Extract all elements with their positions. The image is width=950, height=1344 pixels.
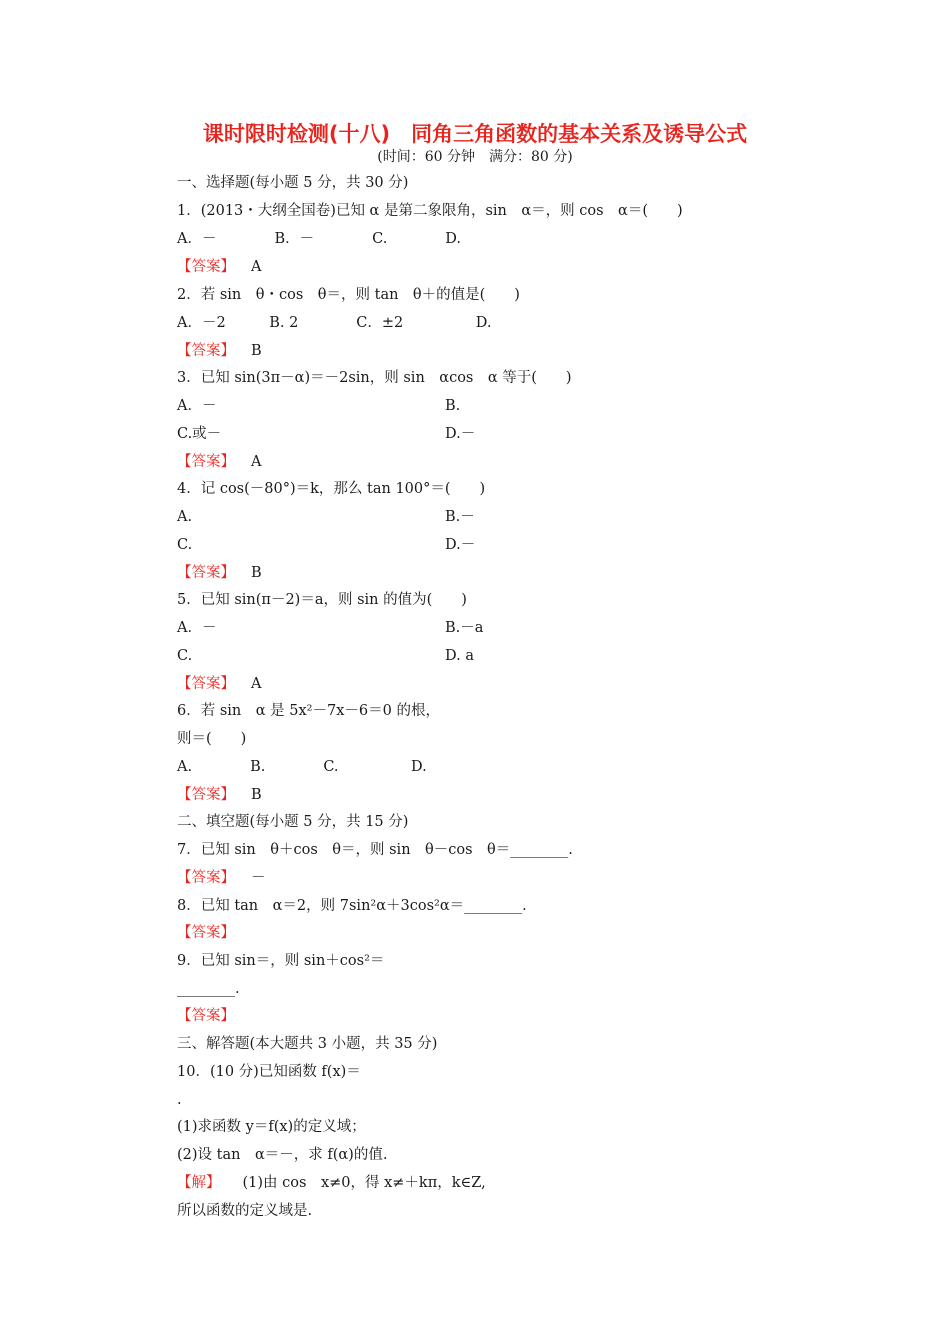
answer-tag: 【答案】 — [177, 259, 235, 275]
question-5-option-c: C. — [177, 648, 193, 664]
solution-tag: 【解】 — [177, 1175, 221, 1191]
question-6-answer — [177, 784, 262, 806]
section-heading-fill: 二、填空题(每小题 5 分，共 15 分) — [177, 814, 409, 830]
question-6-stem-continued: 则＝( ) — [177, 731, 247, 747]
question-5-stem: 5．已知 sin(π－2)＝a，则 sin 的值为( ) — [177, 592, 467, 608]
question-10-part-1: (1)求函数 y＝f(x)的定义域； — [177, 1119, 366, 1135]
question-4-option-c: C. — [177, 537, 193, 553]
question-2-options: A．－2 B. 2 C．±2 D. — [177, 315, 492, 331]
question-3-option-d: D.－ — [445, 426, 476, 442]
question-8-answer — [177, 922, 235, 944]
question-10-stem: 10．(10 分)已知函数 f(x)＝ — [177, 1064, 361, 1080]
page-subtitle: (时间：60 分钟 满分：80 分) — [377, 149, 573, 165]
section-heading-choice: 一、选择题(每小题 5 分，共 30 分) — [177, 175, 409, 191]
question-4-option-a: A. — [177, 509, 193, 525]
question-2-stem: 2．若 sin θ・cos θ＝，则 tan θ＋的值是( ) — [177, 287, 520, 303]
answer-value: B — [251, 565, 262, 581]
section-heading-solve: 三、解答题(本大题共 3 小题，共 35 分) — [177, 1036, 438, 1052]
question-7-stem: 7．已知 sin θ＋cos θ＝，则 sin θ－cos θ＝________. — [177, 842, 573, 858]
question-4-stem: 4．记 cos(－80°)＝k，那么 tan 100°＝( ) — [177, 481, 486, 497]
question-8-stem: 8．已知 tan α＝2，则 7sin²α＋3cos²α＝________. — [177, 898, 527, 914]
question-3-option-c: C.或－ — [177, 426, 222, 442]
question-3-stem: 3．已知 sin(3π－α)＝－2sin，则 sin αcos α 等于( ) — [177, 370, 572, 386]
answer-value: B — [251, 787, 262, 803]
answer-value: A — [251, 676, 262, 692]
page-title: 课时限时检测(十八) 同角三角函数的基本关系及诱导公式 — [202, 122, 748, 146]
question-10-part-2: (2)设 tan α＝－，求 f(α)的值. — [177, 1147, 388, 1163]
answer-value: A — [251, 259, 262, 275]
answer-tag: 【答案】 — [177, 1008, 235, 1024]
question-2-answer — [177, 340, 262, 362]
question-1-options: A．－ B．－ C. D. — [177, 231, 462, 247]
question-3-option-a: A．－ — [177, 398, 217, 414]
answer-tag: 【答案】 — [177, 787, 235, 803]
question-4-option-d: D.－ — [445, 537, 476, 553]
question-7-answer — [177, 867, 266, 889]
question-5-answer — [177, 673, 261, 695]
question-6-stem: 6．若 sin α 是 5x²－7x－6＝0 的根， — [177, 703, 440, 719]
question-5-option-d: D. a — [445, 648, 474, 664]
answer-value: B — [251, 343, 262, 359]
question-1-answer — [177, 256, 261, 278]
answer-value: A — [251, 454, 262, 470]
answer-tag: 【答案】 — [177, 454, 235, 470]
question-5-option-b: B.－a — [445, 620, 484, 636]
question-9-stem: 9．已知 sin＝，则 sin＋cos²＝ — [177, 953, 385, 969]
question-1-stem: 1．(2013・大纲全国卷)已知 α 是第二象限角，sin α＝，则 cos α＝( ) — [177, 203, 683, 219]
question-10-formula-end: . — [177, 1092, 182, 1108]
question-3-answer — [177, 451, 261, 473]
solution-line-2: 所以函数的定义域是. — [177, 1203, 313, 1219]
answer-tag: 【答案】 — [177, 676, 235, 692]
question-9-answer — [177, 1005, 235, 1027]
question-9-blank: ________. — [177, 981, 240, 997]
question-10-solution — [177, 1172, 486, 1194]
question-5-option-a: A．－ — [177, 620, 217, 636]
question-3-option-b: B. — [445, 398, 461, 414]
answer-tag: 【答案】 — [177, 343, 235, 359]
question-6-options: A. B. C. D. — [177, 759, 427, 775]
answer-value: － — [251, 870, 266, 886]
solution-line-1: (1)由 cos x≠0，得 x≠＋kπ，k∈Z, — [242, 1175, 486, 1191]
question-4-answer — [177, 562, 262, 584]
answer-tag: 【答案】 — [177, 925, 235, 941]
answer-tag: 【答案】 — [177, 565, 235, 581]
question-4-option-b: B.－ — [445, 509, 475, 525]
answer-tag: 【答案】 — [177, 870, 235, 886]
